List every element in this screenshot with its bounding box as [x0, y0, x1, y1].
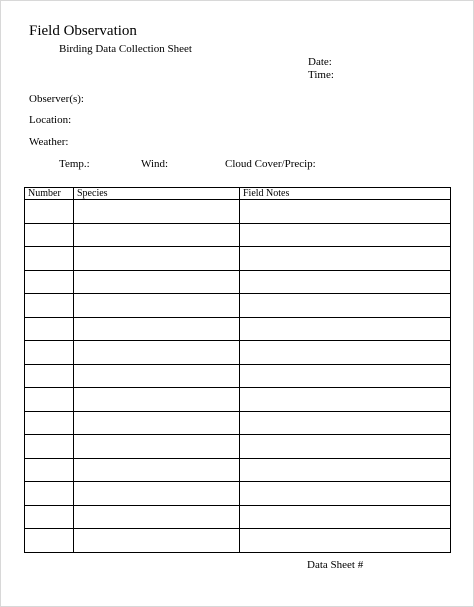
- column-header-number: Number: [25, 188, 74, 200]
- number-cell[interactable]: [25, 458, 74, 482]
- table-row: [25, 341, 451, 365]
- number-cell[interactable]: [25, 505, 74, 529]
- observation-table: [24, 187, 451, 553]
- cloud-cover-label: Cloud Cover/Precip:: [225, 158, 316, 170]
- table-row: [25, 294, 451, 318]
- weather-label: Weather:: [29, 136, 69, 148]
- data-sheet-number-label: Data Sheet #: [307, 559, 364, 571]
- number-cell[interactable]: [25, 529, 74, 553]
- wind-label: Wind:: [141, 158, 169, 170]
- page-title: Field Observation: [29, 23, 137, 39]
- field-notes-cell[interactable]: [240, 529, 451, 553]
- table-row: [25, 482, 451, 506]
- field-notes-cell[interactable]: [240, 200, 451, 224]
- species-cell[interactable]: [74, 364, 240, 388]
- field-notes-cell[interactable]: [240, 294, 451, 318]
- field-notes-cell[interactable]: [240, 364, 451, 388]
- table-row: [25, 270, 451, 294]
- species-cell[interactable]: [74, 247, 240, 271]
- species-cell[interactable]: [74, 435, 240, 459]
- page-subtitle: Birding Data Collection Sheet: [59, 43, 192, 55]
- table-row: [25, 435, 451, 459]
- field-notes-cell[interactable]: [240, 411, 451, 435]
- field-notes-cell[interactable]: [240, 388, 451, 412]
- observers-label: Observer(s):: [29, 93, 84, 105]
- number-cell[interactable]: [25, 364, 74, 388]
- species-cell[interactable]: [74, 223, 240, 247]
- table-row: [25, 317, 451, 341]
- field-notes-cell[interactable]: [240, 317, 451, 341]
- table-row: [25, 529, 451, 553]
- temp-label: Temp.:: [59, 158, 90, 170]
- number-cell[interactable]: [25, 341, 74, 365]
- table-header-row: [25, 188, 451, 200]
- field-notes-cell[interactable]: [240, 482, 451, 506]
- species-cell[interactable]: [74, 200, 240, 224]
- time-label: Time:: [308, 69, 334, 81]
- table-body: [25, 200, 451, 553]
- species-cell[interactable]: [74, 529, 240, 553]
- table-row: [25, 247, 451, 271]
- species-cell[interactable]: [74, 482, 240, 506]
- species-cell[interactable]: [74, 294, 240, 318]
- species-cell[interactable]: [74, 505, 240, 529]
- table-row: [25, 458, 451, 482]
- number-cell[interactable]: [25, 435, 74, 459]
- table-row: [25, 411, 451, 435]
- table-row: [25, 200, 451, 224]
- species-cell[interactable]: [74, 388, 240, 412]
- field-notes-cell[interactable]: [240, 435, 451, 459]
- table-row: [25, 505, 451, 529]
- date-label: Date:: [308, 56, 332, 68]
- number-cell[interactable]: [25, 482, 74, 506]
- number-cell[interactable]: [25, 317, 74, 341]
- location-label: Location:: [29, 114, 72, 126]
- number-cell[interactable]: [25, 200, 74, 224]
- number-cell[interactable]: [25, 223, 74, 247]
- species-cell[interactable]: [74, 341, 240, 365]
- number-cell[interactable]: [25, 247, 74, 271]
- species-cell[interactable]: [74, 270, 240, 294]
- table-row: [25, 364, 451, 388]
- species-cell[interactable]: [74, 411, 240, 435]
- field-notes-cell[interactable]: [240, 458, 451, 482]
- field-notes-cell[interactable]: [240, 247, 451, 271]
- number-cell[interactable]: [25, 294, 74, 318]
- field-notes-cell[interactable]: [240, 341, 451, 365]
- species-cell[interactable]: [74, 458, 240, 482]
- column-header-field-notes: Field Notes: [240, 188, 451, 200]
- number-cell[interactable]: [25, 388, 74, 412]
- column-header-species: Species: [74, 188, 240, 200]
- number-cell[interactable]: [25, 411, 74, 435]
- field-notes-cell[interactable]: [240, 223, 451, 247]
- table-row: [25, 223, 451, 247]
- field-notes-cell[interactable]: [240, 505, 451, 529]
- species-cell[interactable]: [74, 317, 240, 341]
- number-cell[interactable]: [25, 270, 74, 294]
- table-row: [25, 388, 451, 412]
- field-notes-cell[interactable]: [240, 270, 451, 294]
